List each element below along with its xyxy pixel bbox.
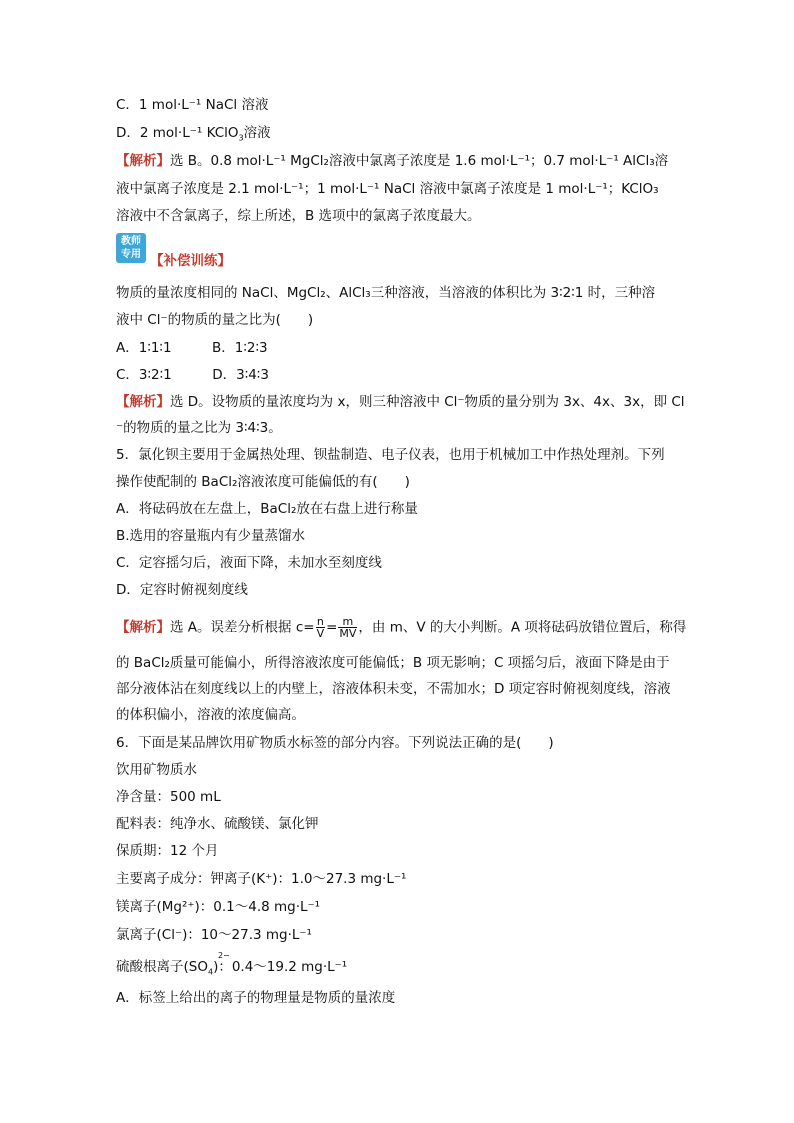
analysis-tag: 【解析】 [116, 153, 170, 169]
fraction-n-over-v [316, 616, 326, 639]
option-d-text: D．2 mol·L⁻¹ KClO [116, 125, 239, 141]
q5-line-1: 5．氯化钡主要用于金属热处理、钡盐制造、电子仪表，也用于机械加工中作热处理剂。下列 [116, 447, 665, 463]
analysis-3-pre: 选 A。误差分析根据 c= [170, 619, 315, 636]
frac2-num: m [338, 616, 357, 628]
q5-line-2: 操作使配制的 BaCl₂溶液浓度可能偏低的有( ) [116, 474, 410, 490]
label-net-content: 净含量：500 mL [116, 789, 221, 805]
analysis-3-post: ，由 m、V 的大小判断。A 项将砝码放错位置后，称得 [358, 619, 687, 636]
frac1-den: V [316, 627, 325, 640]
q6-option-a: A．标签上给出的离子的物理量是物质的量浓度 [116, 990, 396, 1006]
label-ion-k: 主要离子成分：钾离子(K⁺)：1.0～27.3 mg·L⁻¹ [116, 871, 407, 887]
q5-option-c: C．定容摇匀后，液面下降，未加水至刻度线 [116, 555, 382, 571]
makeup-title: 【补偿训练】 [150, 253, 231, 269]
label-ion-cl: 氯离子(Cl⁻)：10～27.3 mg·L⁻¹ [116, 927, 312, 943]
label-ion-mg: 镁离子(Mg²⁺)：0.1～4.8 mg·L⁻¹ [116, 899, 321, 915]
analysis-3-line-4: 的体积偏小，溶液的浓度偏高。 [116, 707, 305, 723]
label-title: 饮用矿物质水 [116, 762, 197, 778]
analysis-2-text-a: 选 D。设物质的量浓度均为 x，则三种溶液中 Cl⁻物质的量分别为 3x、4x、3x，即 Cl [170, 394, 685, 410]
analysis-3-line-1 [116, 616, 686, 639]
option-c: C．1 mol·L⁻¹ NaCl 溶液 [116, 97, 269, 113]
option-d-suffix: 溶液 [243, 125, 271, 141]
fraction-m-over-mv [338, 616, 357, 639]
analysis-tag: 【解析】 [116, 619, 170, 636]
analysis-2-line-2: ⁻的物质的量之比为 3∶4∶3。 [116, 420, 282, 436]
label-ingredients: 配料表：纯净水、硫酸镁、氯化钾 [116, 816, 319, 832]
so4-sub: 4 [207, 967, 214, 977]
q6-stem: 6．下面是某品牌饮用矿物质水标签的部分内容。下列说法正确的是( ) [116, 735, 554, 751]
makeup-options-cd: C．3∶2∶1 D．3∶4∶3 [116, 367, 269, 383]
equals: = [326, 619, 338, 636]
makeup-question-1: 物质的量浓度相同的 NaCl、MgCl₂、AlCl₃三种溶液，当溶液的体积比为 3∶2∶1 时，三种溶 [116, 285, 656, 301]
label-shelf-life: 保质期：12 个月 [116, 843, 219, 859]
makeup-question-2: 液中 Cl⁻的物质的量之比为( ) [116, 312, 314, 328]
so4-charge-group [207, 951, 230, 977]
option-d: D．2 mol·L⁻¹ KClO$_3$溶液 [116, 125, 271, 143]
label-ion-so4 [116, 951, 348, 982]
so4-post: )：0.4～19.2 mg·L⁻¹ [213, 959, 348, 975]
q5-option-d: D．定容时俯视刻度线 [116, 582, 248, 598]
analysis-1-line-1 [116, 152, 668, 170]
analysis-1-line-2: 液中氯离子浓度是 2.1 mol·L⁻¹；1 mol·L⁻¹ NaCl 溶液中氯离子浓度是 1 mol·L⁻¹；KClO₃ [116, 181, 659, 197]
q5-option-b: B.选用的容量瓶内有少量蒸馏水 [116, 528, 306, 544]
so4-pre: 硫酸根离子(SO [116, 959, 208, 975]
frac2-den: MV [339, 627, 357, 640]
frac1-num: n [316, 615, 324, 628]
analysis-3-line-2: 的 BaCl₂质量可能偏小，所得溶液浓度可能偏低；B 项无影响；C 项摇匀后，液面下降是由于 [116, 655, 670, 671]
makeup-options-ab: A．1∶1∶1 B．1∶2∶3 [116, 340, 268, 356]
analysis-3-line-3: 部分液体沾在刻度线以上的内壁上，溶液体积未变，不需加水；D 项定容时俯视刻度线，溶液 [116, 681, 671, 697]
teacher-badge-icon: 教师 专用 [116, 233, 146, 263]
q5-option-a: A．将砝码放在左盘上，BaCl₂放在右盘上进行称量 [116, 501, 418, 517]
so4-charge: 2− [217, 951, 230, 960]
analysis-1-line-3: 溶液中不含氯离子，综上所述，B 选项中的氯离子浓度最大。 [116, 208, 481, 224]
analysis-2-line-1 [116, 393, 685, 411]
analysis-1-text-a: 选 B。0.8 mol·L⁻¹ MgCl₂溶液中氯离子浓度是 1.6 mol·L⁻¹；0.7 mol·L⁻¹ AlCl₃溶 [170, 153, 669, 169]
analysis-tag: 【解析】 [116, 394, 170, 410]
